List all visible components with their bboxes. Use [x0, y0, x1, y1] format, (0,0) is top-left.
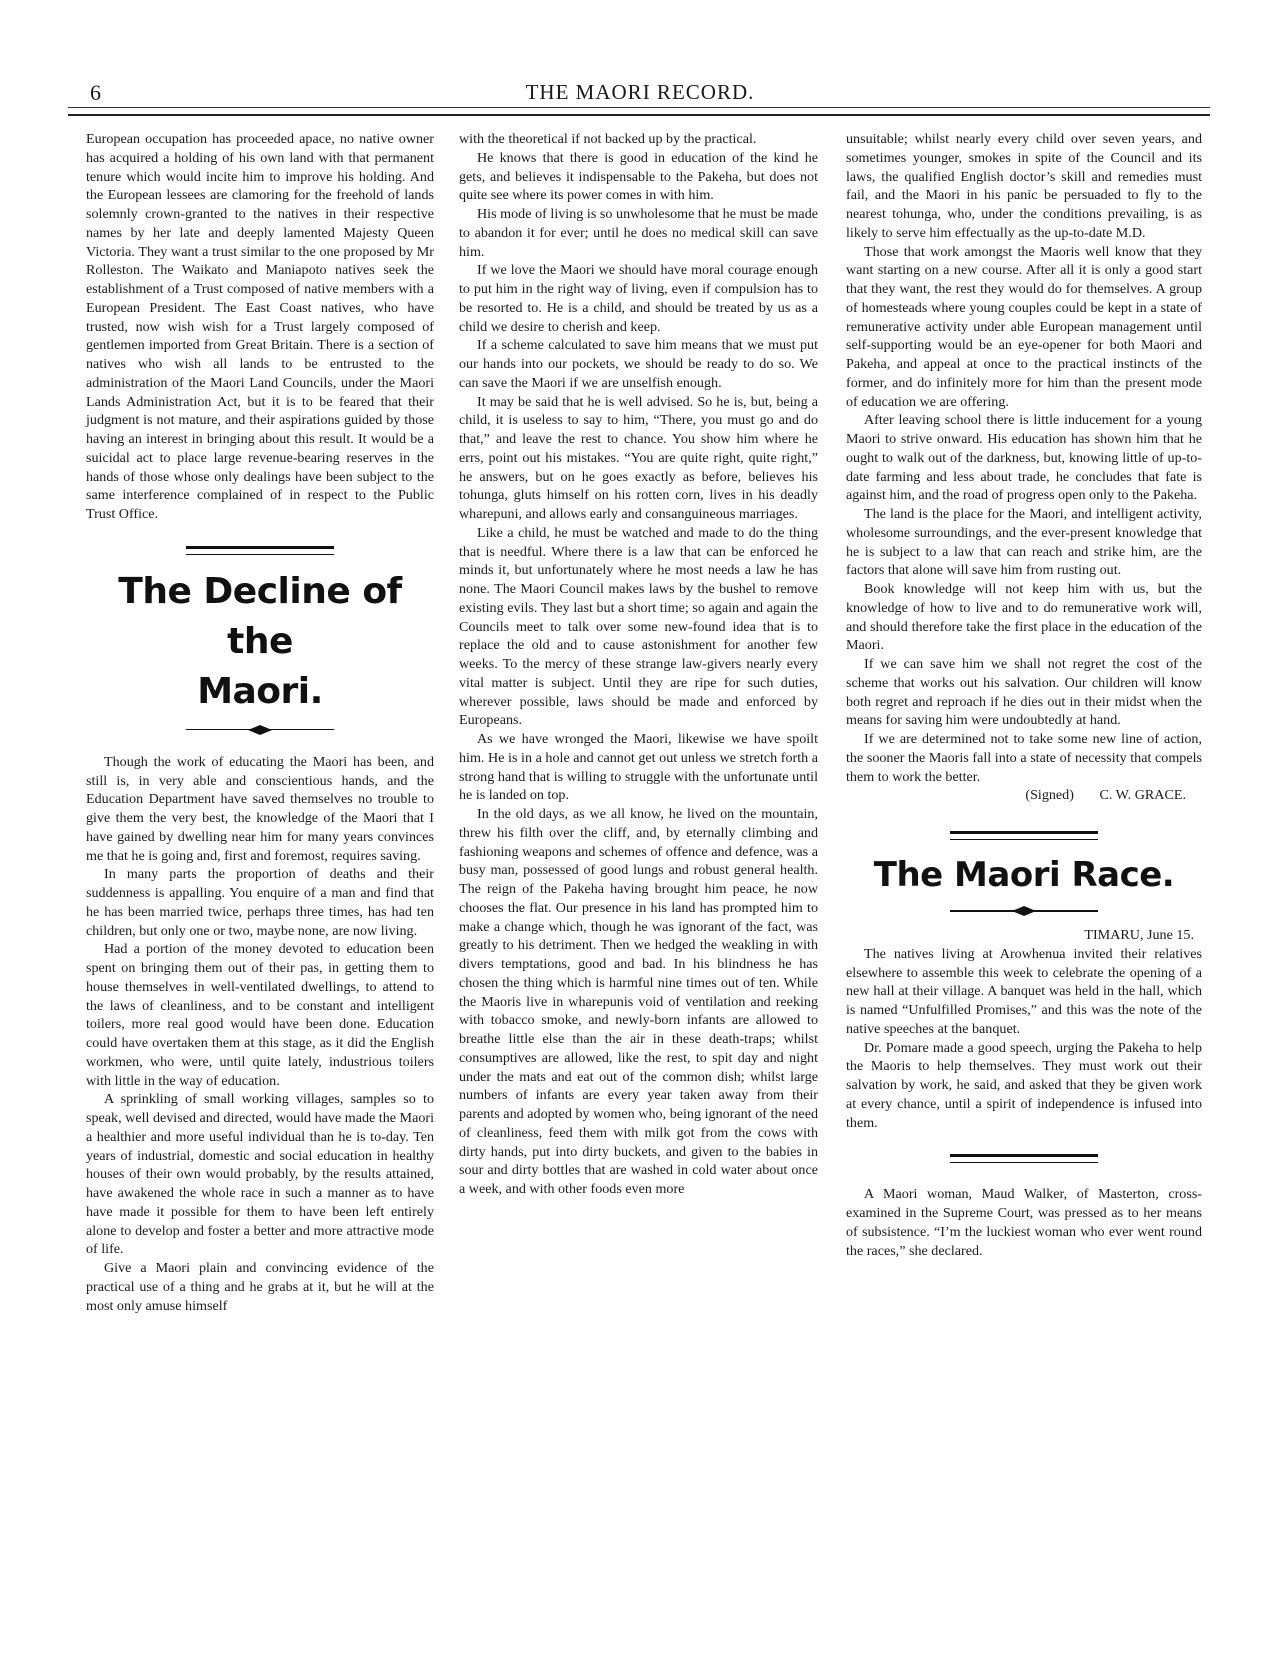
column-3 — [846, 130, 1202, 1260]
article-paragraph: It may be said that he is well advised. So he is, but, being a child, it is useless to say to him, “There, you must go and do that,” and leave the rest to chance. You show him where he errs, point out his mistakes. “You are quite right, quite right,” he answers, but on he goes exactly as before, believes his tohunga, gluts himself on his rotten corn, lives in his deadly wharepuni, and allows early and consanguineous marriages. — [459, 393, 818, 522]
column-2 — [459, 130, 818, 1199]
article-paragraph: If a scheme calculated to save him means that we must put our hands into our pockets, we should be ready to do so. We can save the Maori if we are unselfish enough. — [459, 337, 818, 391]
article-paragraph: In many parts the proportion of deaths and their suddenness is appalling. You enquire of a man and find that he has been married twice, perhaps three times, has had ten children, but only one or two, maybe none, are now living. — [86, 866, 434, 939]
article-paragraph: If we can save him we shall not regret the cost of the scheme that works out his salvation. Our children will know both regret and reproach if he dies out in their midst when the means for saving him were undoubtedly at hand. — [846, 656, 1202, 729]
section-divider-double-rule — [950, 1154, 1098, 1163]
article-paragraph: Dr. Pomare made a good speech, urging the Pakeha to help the Maoris to help themselves. They must work out their salvation by work, he said, and asked that they be given work at every chance, until a spirit of independence is infused into them. — [846, 1039, 1202, 1131]
ornamental-divider — [950, 906, 1098, 916]
article-paragraph: The natives living at Arowhenua invited their relatives elsewhere to assemble this week to celebrate the opening of a new hall at their village. A banquet was held in the hall, which is named “Unfulfilled Promises,” and this was the note of the native speeches at the banquet. — [846, 945, 1202, 1037]
signed-label: (Signed) — [1025, 787, 1074, 804]
news-item-paragraph: A Maori woman, Maud Walker, of Masterton, cross-examined in the Supreme Court, was pressed as to her means of subsistence. “I’m the luckiest woman who ever went round the races,” she declared. — [846, 1186, 1202, 1259]
article-paragraph: Though the work of educating the Maori has been, and still is, in very able and conscientious hands, and the Education Department have saved themselves no trouble to give them the very best, the knowledge of the Maori that I have gained by dwelling near him for many years convinces me that he is going and, first and foremost, requires saving. — [86, 753, 434, 864]
article-paragraph: Had a portion of the money devoted to education been spent on bringing them out of their pas, in getting them to house themselves in well-ventilated dwellings, to attend to the laws of cleanliness, and to be constant and intelligent toilers, more real good would have been done. Education could have overtaken them at this stage, as it did the English workmen, who were, until quite lately, industrious toilers with little in the way of education. — [86, 941, 434, 1089]
headline-line-2: Maori. — [197, 670, 323, 712]
ornamental-divider — [186, 725, 334, 735]
article-signature — [846, 786, 1202, 805]
running-head-title: THE MAORI RECORD. — [525, 80, 755, 104]
header-rule — [68, 107, 1210, 116]
diamond-ornament-icon — [1012, 906, 1036, 916]
article-paragraph: The land is the place for the Maori, and intelligent activity, wholesome surroundings, and the ever-present knowledge that he is subject to a law that can reach and strike him, are the factors that alone will save him from rusting out. — [846, 506, 1202, 579]
article-paragraph: Give a Maori plain and convincing evidence of the practical use of a thing and he grabs at it, but he will at the most only amuse himself — [86, 1260, 434, 1314]
headline-line-1: The Decline of the — [118, 570, 402, 662]
article-paragraph: In the old days, as we all know, he lived on the mountain, threw his filth over the cliff, and, by eternally climbing and fashioning weapons and schemes of offence and defence, was a busy man, possessed of good lungs and robust general health. The reign of the Pakeha having brought him peace, he now chooses the flat. Our presence in his land has prompted him to make a change which, though he was ignorant of the fact, was greatly to his detriment. Then we hedged the weakling in with divers temptations, good and bad. In his blindness he has chosen the thing which is harmful nine times out of ten. While the Maoris live in wharepunis void of ventilation and reeking with tobacco smoke, and newly-born infants are allowed to breathe little else than the air in these death-traps; whilst consumptives are allowed, like the rest, to spit day and night under the mats and eat out of the common dish; whilst large numbers of infants are every year taken away from their parents and adopted by women who, being ignorant of the need of cleanliness, feed them with milk got from the cows with dirty hands, put into dirty buckets, and given to the babies in sour and dirty bottles that are washed in cold water about once a week, and with other foods even more — [459, 806, 818, 1197]
article-paragraph: As we have wronged the Maori, likewise we have spoilt him. He is in a hole and cannot get out unless we stretch forth a strong hand that is willing to struggle with the unfortunate until he is landed on top. — [459, 731, 818, 804]
diamond-ornament-icon — [248, 725, 272, 735]
article-paragraph: Book knowledge will not keep him with us, but the knowledge of how to live and to do remunerative work will, and should therefore take the first place in the education of the Maori. — [846, 581, 1202, 654]
article-paragraph: If we love the Maori we should have moral courage enough to put him in the right way of living, even if compulsion has to be resorted to. He is a child, and should be treated by us as a child we desire to cherish and keep. — [459, 262, 818, 335]
dateline: TIMARU, June 15. — [1084, 927, 1194, 943]
article-paragraph: A sprinkling of small working villages, samples so to speak, well devised and directed, would have made the Maori a healthier and more useful individual than he is to-day. Ten years of industrial, domestic and social education in healthy houses of their own would probably, by the results attained, have awakened the whole race in such a manner as to have have made it possible for them to have been left entirely alone to develop and foster a better and more attractive mode of life. — [86, 1091, 434, 1258]
article-paragraph: If we are determined not to take some new line of action, the sooner the Maoris fall into a state of necessity that compels them to work the better. — [846, 731, 1202, 785]
article-paragraph: with the theoretical if not backed up by the practical. — [459, 131, 757, 147]
column-1 — [86, 130, 434, 1315]
headline-the-maori-race: The Maori Race. — [873, 855, 1175, 895]
article-paragraph: Those that work amongst the Maoris well know that they want starting on a new course. After all it is only a good start that they want, the rest they would do for themselves. A group of homesteads where young couples could be kept in a state of remunerative activity under able European management until self-supporting would be an eye-opener for both Maori and Pakeha, and appeal at once to the practical instincts of the former, and do infinitely more for him than the present mode of education we are offering. — [846, 243, 1202, 410]
headline-decline-of-the-maori — [86, 567, 434, 717]
section-divider-double-rule — [950, 831, 1098, 840]
author-name: C. W. GRACE. — [1099, 787, 1186, 804]
article-paragraph: His mode of living is so unwholesome that he must be made to abandon it for ever; until he does no medical skill can save him. — [459, 206, 818, 260]
article-paragraph: unsuitable; whilst nearly every child over seven years, and sometimes younger, smokes in spite of the Council and its laws, the qualified English doctor’s skill and remedies must fail, and the Maori in his panic be persuaded to fly to the nearest tohunga, who, under the conditions prevailing, is as likely to serve him effectually as the up-to-date M.D. — [846, 131, 1202, 241]
page-number: 6 — [90, 80, 101, 105]
article-paragraph: He knows that there is good in education of the kind he gets, and believes it indispensable to the Pakeha, but does not quite see where its power comes in with him. — [459, 149, 818, 204]
article-paragraph: Like a child, he must be watched and made to do the thing that is needful. Where there is a law that can be enforced he minds it, but unfortunately where he most needs a law he has none. The Maori Council makes laws by the bushel to remove existing evils. They last but a short time; so again and again the Councils meet to talk over some new-found idea that is to replace the old and to cause astonishment for another few weeks. To the mercy of these strange law-givers nearly every vital matter is subject. Until they are ripe for such duties, wherever possible, laws should be made and enforced by Europeans. — [459, 524, 818, 729]
continued-article-paragraph: European occupation has proceeded apace, no native owner has acquired a holding of his own land with that permanent tenure which would incite him to improve his holding. And the European lessees are clamoring for the freehold of lands solemnly crown-granted to the natives in their respective names by her late and deeply lamented Majesty Queen Victoria. They want a trust similar to the one proposed by Mr Rolleston. The Waikato and Maniapoto natives seek the establishment of a Trust composed of native members with a European President. The East Coast natives, who have trusted, now wish wish for a Trust largely composed of gentlemen imported from Great Britain. There is a section of natives who wish all lands to be entrusted to the administration of the Maori Land Councils, under the Maori Lands Administration Act, but it is to be feared that their judgment is not mature, and their aspirations guided by those having an interest in bringing about this result. It would be a suicidal act to place large revenue-bearing reserves in the hands of those whose only dealings have been subject to the same interference complained of in respect to the Public Trust Office. — [86, 131, 434, 522]
article-paragraph: After leaving school there is little inducement for a young Maori to strive onward. His education has shown him that he ought to walk out of the darkness, but, knowing little of up-to-date farming and less about trade, he concludes that fate is against him, and the road of progress open only to the Pakeha. — [846, 412, 1202, 504]
section-divider-double-rule — [186, 546, 334, 555]
